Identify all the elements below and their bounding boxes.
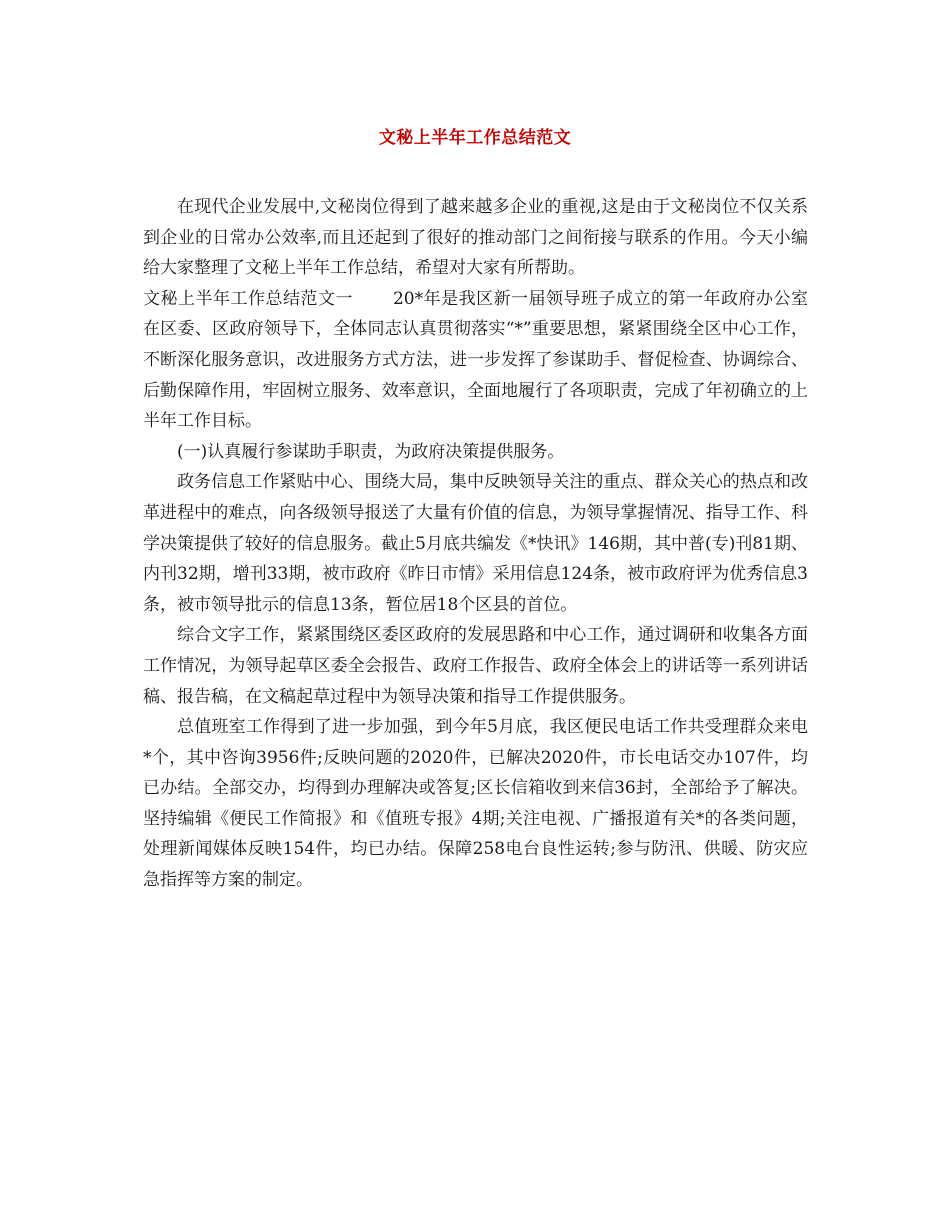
document-body — [143, 192, 808, 896]
intro-paragraph: 在现代企业发展中,文秘岗位得到了越来越多企业的重视,这是由于文秘岗位不仅关系到企业的日常办公效率,而且还起到了很好的推动部门之间衔接与联系的作用。今天小编给大家整理了文秘上半年工作总结，希望对大家有所帮助。 — [143, 197, 808, 279]
section-label: 文秘上半年工作总结范文一 — [143, 288, 353, 309]
info-paragraph: 政务信息工作紧贴中心、围绕大局，集中反映领导关注的重点、群众关心的热点和改革进程中的难点，向各级领导报送了大量有价值的信息，为领导掌握情况、指导工作、科学决策提供了较好的信息服务。截止5月底共编发《*快讯》146期，其中普(专)刊81期、内刊32期，增刊33期，被市政府《昨日市情》采用信息124条，被市政府评为优秀信息3条，被市领导批示的信息13条，暂位居18个区县的首位。 — [143, 472, 808, 615]
writing-paragraph: 综合文字工作，紧紧围绕区委区政府的发展思路和中心工作，通过调研和收集各方面工作情况，为领导起草区委全会报告、政府工作报告、政府全体会上的讲话等一系列讲话稿、报告稿，在文稿起草过程中为领导决策和指导工作提供服务。 — [143, 625, 808, 707]
heading-1: (一)认真履行参谋助手职责，为政府决策提供服务。 — [177, 441, 565, 462]
section-paragraph — [143, 284, 808, 437]
document-title: 文秘上半年工作总结范文 — [378, 128, 572, 148]
section-text: 20*年是我区新一届领导班子成立的第一年政府办公室在区委、区政府领导下，全体同志认真贯彻落实“*”重要思想，紧紧围绕全区中心工作，不断深化服务意识，改进服务方式方法，进一步发挥了参谋助手、督促检查、协调综合、后勤保障作用，牢固树立服务、效率意识，全面地履行了各项职责，完成了年初确立的上半年工作目标。 — [143, 288, 808, 432]
duty-paragraph: 总值班室工作得到了进一步加强，到今年5月底，我区便民电话工作共受理群众来电*个，其中咨询3956件;反映问题的2020件，已解决2020件，市长电话交办107件，均已办结。全部交办，均得到办理解决或答复;区长信箱收到来信36封，全部给予了解决。坚持编辑《便民工作简报》和《值班专报》4期;关注电视、广播报道有关*的各类问题，处理新闻媒体反映154件，均已办结。保障258电台良性运转;参与防汛、供暖、防灾应急指挥等方案的制定。 — [143, 717, 808, 891]
